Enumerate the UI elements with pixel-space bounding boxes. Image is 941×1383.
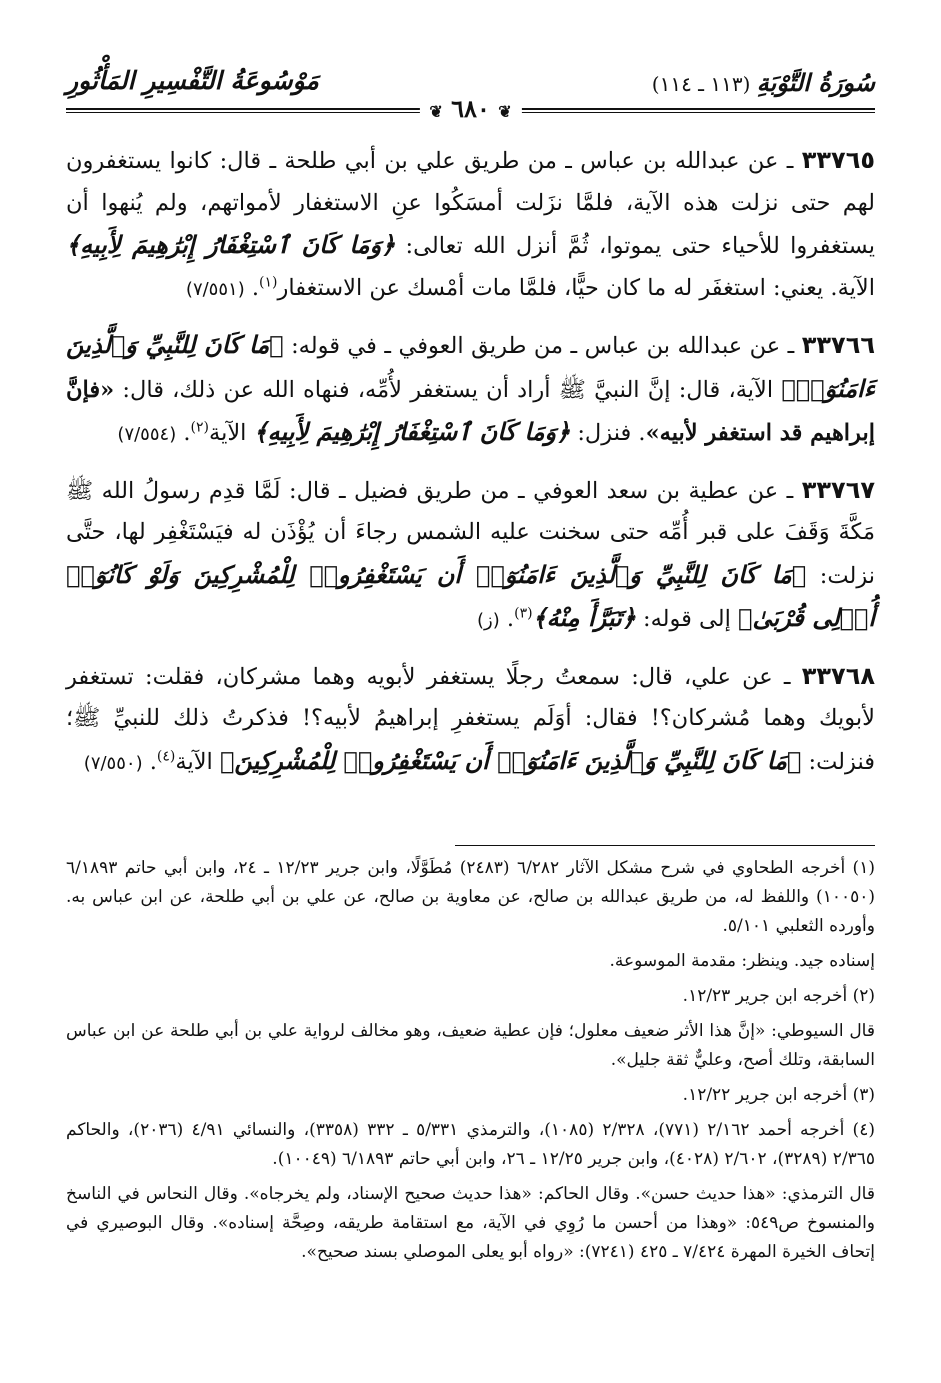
entry-number: ٣٣٧٦٦ [801, 331, 875, 359]
entry-text: ـ عن عبدالله بن عباس ـ من طريق العوفي ـ في قوله: [283, 333, 802, 359]
entry-text: . [499, 606, 515, 632]
entry-text: الآية [175, 748, 220, 775]
entry-text: . [142, 748, 157, 775]
volume-reference: (٧/٥٥١) [185, 278, 245, 300]
ornament-icon: ❦ [429, 102, 443, 121]
footnote-marker: (٢) [190, 419, 209, 436]
volume-reference: (٧/٥٥٠) [83, 752, 143, 774]
entry-text: الآية [209, 420, 254, 446]
entry-text: ـ عن علي، قال: سمعتُ رجلًا يستغفر لأبويه وهما مشركان، فقلت: تستغفر لأبويك وهما مُشركان؟! فقال: أوَلَم يستغفرِ إبراهيمُ لأبيه؟! فذكرتُ ذلك للنبيِّ ﷺ؛ فنزلت: [66, 663, 875, 775]
footnote-rule [455, 845, 875, 846]
footnote: إسناده جيد. وينظر: مقدمة الموسوعة. [609, 951, 875, 971]
footnote: (١) أخرجه الطحاوي في شرح مشكل الآثار ٦/٢٨٢ (٢٤٨٣) مُطَوَّلًا، وابن جرير ١٢/٢٣ ـ ٢٤، وابن أبي حاتم ٦/١٨٩٣ (١٠٠٥٠) واللفظ له، من طريق عبدالله بن صالح، عن معاوية بن صالح، عن علي بن أبي طلحة، عن ابن عباس به. وأورده الثعلبي ٥/١٠١. [66, 858, 875, 936]
footnote: قال السيوطي: «إنَّ هذا الأثر ضعيف معلول؛ فإن عطية ضعيف، وهو مخالف لرواية علي بن أبي طلحة عن ابن عباس السابقة، وتلك أصح، وعليٌّ ثقة جليل». [66, 1021, 875, 1070]
surah-title: سُورَةُ التَّوْبَةِ [756, 68, 875, 97]
volume-reference: (٧/٥٥٤) [117, 424, 177, 445]
book-title: مَوْسُوعَةُ التَّفْسِيرِ المَأْثُورِ [66, 66, 319, 95]
page-number: ٦٨٠ [451, 94, 490, 123]
entry-text: ـ عن عطية بن سعد العوفي ـ من طريق فضيل ـ قال: لَمَّا قدِم رسولُ الله ﷺ مَكَّةَ وَقَفَ على قبر أُمِّه حتى سخنت عليه الشمس رجاءَ أن يُؤْذَن له فيَسْتَغْفِر لها، حتَّى نزلت: [66, 477, 876, 589]
entry-paragraph [66, 470, 875, 642]
page-header [66, 62, 875, 123]
footnote-marker: (٣) [514, 605, 533, 622]
entry-paragraph [66, 324, 875, 456]
entry-text: . [244, 274, 260, 301]
quran-quote: ﴿مَا كَانَ لِلنَّبِيِّ وَٱلَّذِينَ ءَامَنُوٓا۟ أَن يَسْتَغْفِرُوا۟ لِلْمُشْرِكِينَ﴾ [219, 745, 802, 775]
footnote-marker: (١) [259, 274, 278, 290]
quran-quote: ﴿وَمَا كَانَ ٱسْتِغْفَارُ إِبْرَٰهِيمَ لِأَبِيهِ﴾ [253, 417, 571, 446]
entry-number: ٣٣٧٦٥ [801, 146, 875, 174]
entry-paragraph [66, 656, 875, 785]
quran-quote: ﴿وَمَا كَانَ ٱسْتِغْفَارُ إِبْرَٰهِيمَ لِأَبِيهِ﴾ [66, 230, 396, 259]
quoted-saying: «فإنَّ إبراهيم قد استغفر لأبيه» [66, 376, 875, 446]
entry-text: الآية، قال: إنَّ النبيَّ ﷺ أراد أن يستغفر لأُمِّه، فنهاه الله عن ذلك، قال: [114, 376, 782, 403]
footnotes [66, 854, 875, 1273]
quran-quote: ﴿مَا كَانَ لِلنَّبِيِّ وَٱلَّذِينَ ءَامَنُوٓا۟﴾ [66, 330, 875, 403]
entry-number: ٣٣٧٦٧ [801, 475, 875, 504]
entry-text: ـ عن عبدالله بن عباس ـ من طريق علي بن أبي طلحة ـ قال: كانوا يستغفرون لهم حتى نزلت هذه الآية، فلمَّا نزَلت أمسَكُوا عنِ الاستغفار لأمواتهم، ولم يُنهوا أن يستغفروا للأحياء حتى يموتوا، ثُمَّ أنزل الله تعالى: [66, 148, 876, 259]
entry-text: إلى قوله: [635, 606, 739, 632]
main-text [66, 140, 875, 798]
entry-paragraph [66, 140, 875, 310]
quran-quote: ﴿تَبَرَّأَ مِنْهُ﴾ [532, 603, 636, 632]
entry-text: . فنزل: [570, 420, 646, 446]
entry-text: . [176, 420, 191, 446]
footnote: (٢) أخرجه ابن جرير ١٢/٢٣. [682, 986, 875, 1006]
ornament-icon: ❦ [498, 102, 512, 121]
volume-reference: (ز) [477, 610, 500, 631]
verse-range: (١١٣ ـ ١١٤) [651, 72, 751, 96]
page-number-box [419, 94, 521, 123]
footnote: (٣) أخرجه ابن جرير ١٢/٢٢. [682, 1085, 875, 1105]
footnote: (٤) أخرجه أحمد ٢/١٦٢ (٧٧١)، ٢/٣٢٨ (١٠٨٥)، والترمذي ٥/٣٣١ ـ ٣٣٢ (٣٣٥٨)، والنسائي ٤/٩١ (٢٠٣٦)، والحاكم ٢/٣٦٥ (٣٢٨٩)، ٢/٦٠٢ (٤٠٢٨)، وابن جرير ١٢/٢٥ ـ ٢٦، وابن أبي حاتم ٦/١٨٩٣ (١٠٠٤٩). [66, 1120, 875, 1169]
entry-text: الآية. يعني: استغفَر له ما كان حيًّا، فلمَّا مات أمْسك عن الاستغفار [277, 274, 875, 301]
footnote-marker: (٤) [156, 748, 176, 764]
entry-number: ٣٣٧٦٨ [801, 661, 875, 690]
footnote: قال الترمذي: «هذا حديث حسن». وقال الحاكم: «هذا حديث صحيح الإسناد، ولم يخرجاه». وقال النحاس في الناسخ والمنسوخ ص٥٤٩: «وهذا من أحسن ما رُوِي في الآية، مع استقامة طريقه، وصِحَّة إسناده». وقال البوصيري في إتحاف الخيرة المهرة ٧/٤٢٤ ـ ٤٢٥ (٧٢٤١): «رواه أبو يعلى الموصلي بسند صحيح». [66, 1184, 875, 1262]
quran-quote: ﴿مَا كَانَ لِلنَّبِيِّ وَٱلَّذِينَ ءَامَنُوٓا۟ أَن يَسْتَغْفِرُوا۟ لِلْمُشْرِكِينَ وَلَوْ كَانُوٓا۟ أُو۟لِى قُرْبَىٰ﴾ [66, 559, 875, 632]
running-head-surah [652, 68, 875, 97]
